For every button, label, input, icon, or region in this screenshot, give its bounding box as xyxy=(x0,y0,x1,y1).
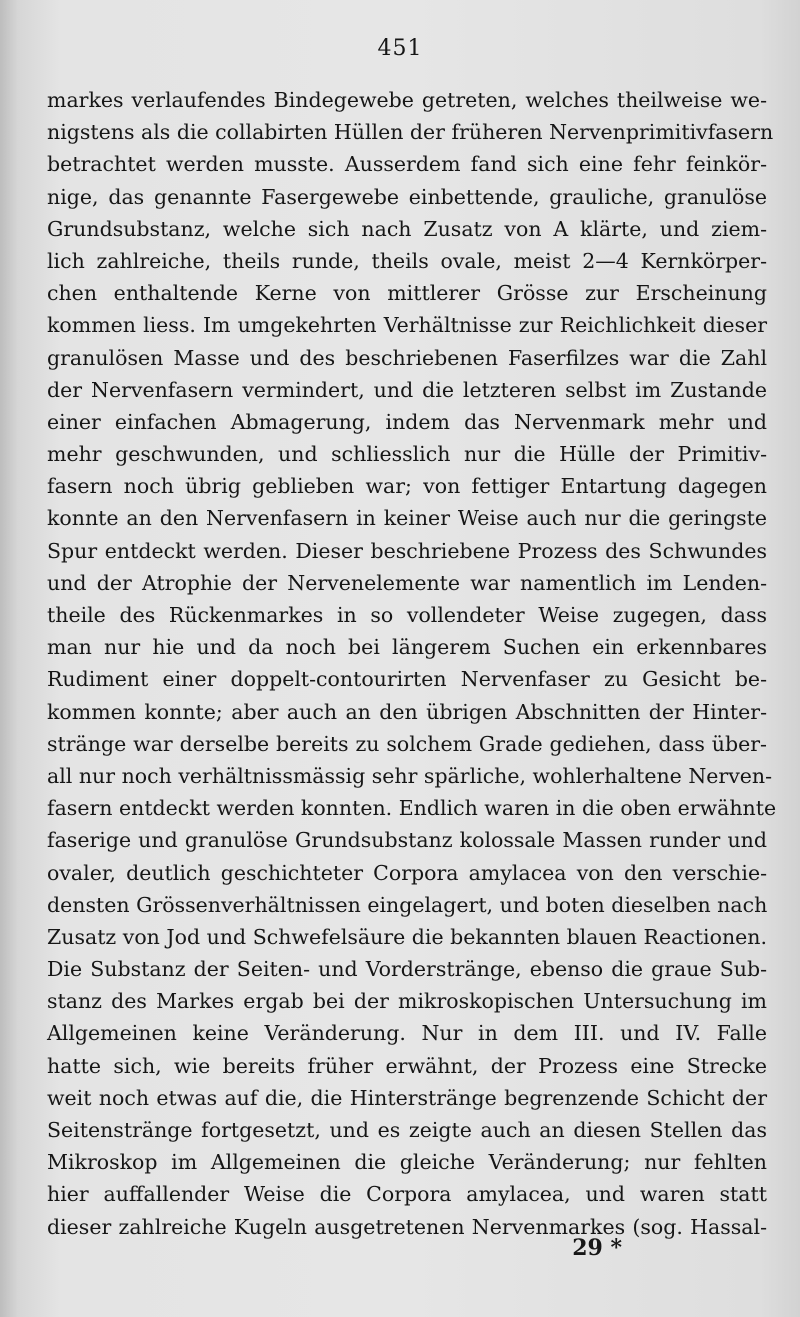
text-line: kommen konnte; aber auch an den übrigen Abschnitten der Hinter- xyxy=(47,699,767,724)
text-line: der Nervenfasern vermindert, und die letzteren selbst im Zustande xyxy=(47,377,767,402)
text-line: Rudiment einer doppelt-contourirten Nervenfaser zu Gesicht be- xyxy=(47,667,767,692)
text-line: granulösen Masse und des beschriebenen Faserfilzes war die Zahl xyxy=(47,345,767,370)
text-line: Allgemeinen keine Veränderung. Nur in dem III. und IV. Falle xyxy=(47,1021,767,1046)
text-line: markes verlaufendes Bindegewebe getreten, welches theilweise we- xyxy=(47,88,767,112)
text-line: fasern noch übrig geblieben war; von fettiger Entartung dagegen xyxy=(47,474,767,499)
text-line: dieser zahlreiche Kugeln ausgetretenen Nervenmarkes (sog. Hassal- xyxy=(47,1214,767,1239)
text-line: einer einfachen Abmagerung, indem das Nervenmark mehr und xyxy=(47,409,767,434)
text-line: konnte an den Nervenfasern in keiner Weise auch nur die geringste xyxy=(47,506,767,531)
text-line: fasern entdeckt werden konnten. Endlich waren in die oben erwähnte xyxy=(47,796,777,821)
text-line: faserige und granulöse Grundsubstanz kolossale Massen runder und xyxy=(47,828,767,853)
text-line: mehr geschwunden, und schliesslich nur die Hülle der Primitiv- xyxy=(47,442,767,467)
text-line: chen enthaltende Kerne von mittlerer Grösse zur Erscheinung xyxy=(47,281,767,306)
text-line: nige, das genannte Fasergewebe einbettende, grauliche, granulöse xyxy=(47,184,767,209)
text-line: theile des Rückenmarkes in so vollendeter Weise zugegen, dass xyxy=(47,603,767,627)
text-line: man nur hie und da noch bei längerem Suchen ein erkennbares xyxy=(47,635,767,660)
text-line: Mikroskop im Allgemeinen die gleiche Veränderung; nur fehlten xyxy=(47,1150,767,1175)
text-line: betrachtet werden musste. Ausserdem fand sich eine fehr feinkör- xyxy=(47,152,767,177)
text-line: nigstens als die collabirten Hüllen der früheren Nervenprimitivfasern xyxy=(47,120,774,145)
text-line: densten Grössenverhältnissen eingelagert, und boten dieselben nach xyxy=(47,892,768,917)
text-line: stränge war derselbe bereits zu solchem Grade gediehen, dass über- xyxy=(47,731,767,756)
page-number: 451 xyxy=(377,36,423,61)
text-line: lich zahlreiche, theils runde, theils ovale, meist 2—4 Kernkörper- xyxy=(47,248,767,273)
text-line: weit noch etwas auf die, die Hinterstränge begrenzende Schicht der xyxy=(47,1085,767,1110)
text-line: hier auffallender Weise die Corpora amylacea, und waren statt xyxy=(47,1182,767,1207)
text-line: stanz des Markes ergab bei der mikroskopischen Untersuchung im xyxy=(47,989,767,1014)
body-text xyxy=(47,84,777,1243)
text-line: kommen liess. Im umgekehrten Verhältnisse zur Reichlichkeit dieser xyxy=(47,313,767,338)
text-line: Grundsubstanz, welche sich nach Zusatz von A klärte, und ziem- xyxy=(47,216,767,241)
text-line: Spur entdeckt werden. Dieser beschriebene Prozess des Schwundes xyxy=(47,538,767,563)
text-line: Zusatz von Jod und Schwefelsäure die bekannten blauen Reactionen. xyxy=(47,924,767,949)
text-line: Seitenstränge fortgesetzt, und es zeigte auch an diesen Stellen das xyxy=(47,1118,767,1142)
signature-mark: 29 * xyxy=(572,1235,622,1261)
text-line: und der Atrophie der Nervenelemente war namentlich im Lenden- xyxy=(47,570,767,595)
text-line: ovaler, deutlich geschichteter Corpora amylacea von den verschie- xyxy=(47,860,767,885)
text-line: Die Substanz der Seiten- und Vorderstränge, ebenso die graue Sub- xyxy=(47,957,767,982)
text-line: all nur noch verhältnissmässig sehr spärliche, wohlerhaltene Nerven- xyxy=(47,763,773,788)
text-line: hatte sich, wie bereits früher erwähnt, der Prozess eine Strecke xyxy=(47,1053,767,1078)
